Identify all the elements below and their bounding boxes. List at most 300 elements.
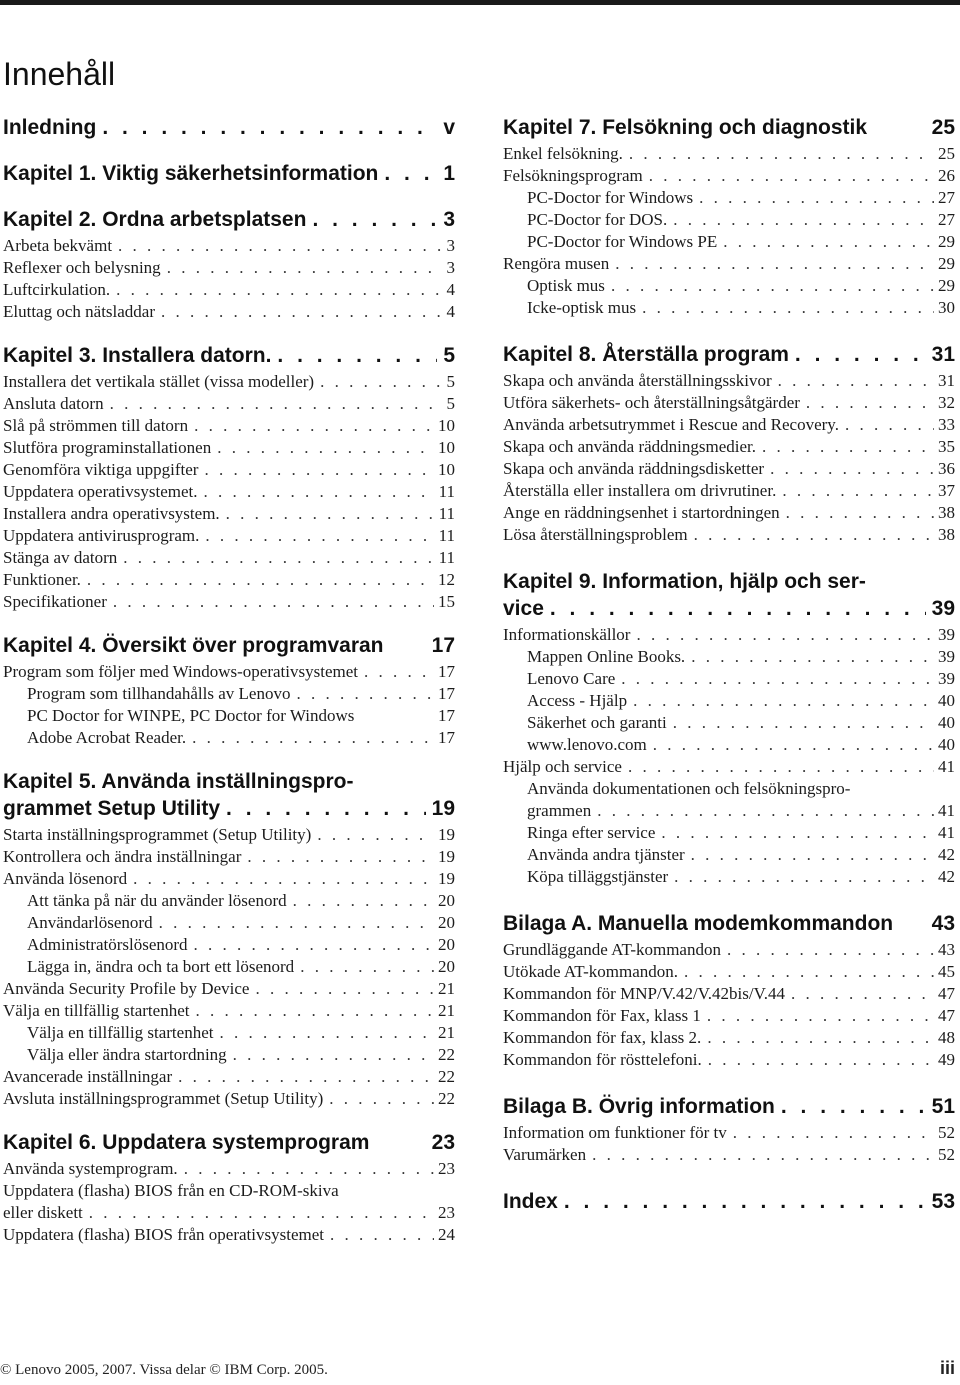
entry-title[interactable]: Varumärken xyxy=(503,1145,587,1164)
toc-subentry[interactable] xyxy=(503,734,955,756)
dot-leader xyxy=(378,160,437,187)
entry-page-number: 48 xyxy=(938,1028,955,1047)
toc-entry[interactable] xyxy=(3,1000,455,1022)
chapter-title[interactable]: Kapitel 4. Översikt över programvaran xyxy=(3,634,384,657)
chapter-title[interactable]: Kapitel 8. Återställa program xyxy=(503,343,789,366)
entry-page-number: 21 xyxy=(438,1023,455,1042)
entry-page-number: 40 xyxy=(938,691,955,710)
chapter-heading[interactable] xyxy=(3,206,455,233)
dot-leader xyxy=(701,1005,934,1027)
entry-title[interactable]: Installera andra operativsystem. xyxy=(3,504,220,523)
entry-page-number: 10 xyxy=(438,416,455,435)
entry-page-number: 11 xyxy=(438,526,455,545)
entry-title[interactable]: Använda systemprogram. xyxy=(3,1159,178,1178)
chapter-title[interactable]: Inledning xyxy=(3,116,97,139)
chapter-page-number: 43 xyxy=(931,912,955,935)
entry-page-number: 41 xyxy=(938,757,955,776)
entry-title[interactable]: Välja eller ändra startordning xyxy=(27,1045,227,1064)
toc-subentry[interactable] xyxy=(503,778,955,800)
toc-entry[interactable] xyxy=(3,481,455,503)
toc-entry[interactable] xyxy=(3,459,455,481)
chapter-page-number: 5 xyxy=(443,344,455,367)
dot-leader xyxy=(785,983,934,1005)
toc-subentry[interactable] xyxy=(3,912,455,934)
entry-title[interactable]: Mappen Online Books. xyxy=(527,647,686,666)
entry-title[interactable]: www.lenovo.com xyxy=(527,735,647,754)
dot-leader xyxy=(311,824,434,846)
toc-entry[interactable] xyxy=(503,756,955,778)
page-number: iii xyxy=(939,1358,955,1378)
entry-title[interactable]: Administratörslösenord xyxy=(27,935,188,954)
dot-leader xyxy=(605,275,934,297)
toc-entry[interactable] xyxy=(503,436,955,458)
toc-entry[interactable] xyxy=(3,978,455,1000)
entry-title[interactable]: Luftcirkulation. xyxy=(3,280,111,299)
entry-page-number: 27 xyxy=(938,210,955,229)
toc-section xyxy=(503,341,955,546)
entry-title[interactable]: Hjälp och service xyxy=(503,757,622,776)
entry-page-number: 45 xyxy=(938,962,955,981)
entry-title[interactable]: Specifikationer xyxy=(3,592,107,611)
chapter-page-number: 25 xyxy=(931,116,955,139)
top-rule xyxy=(0,0,960,5)
entry-title[interactable]: Lösa återställningsproblem xyxy=(503,525,688,544)
entry-page-number: 36 xyxy=(938,459,955,478)
dot-leader xyxy=(294,956,434,978)
entry-title[interactable]: Lenovo Care xyxy=(527,669,616,688)
toc-entry[interactable] xyxy=(3,235,455,257)
toc-entry[interactable] xyxy=(3,301,455,323)
toc-subentry[interactable] xyxy=(503,209,955,231)
chapter-heading-line[interactable]: Kapitel 5. Använda inställningspro- xyxy=(3,770,354,793)
entry-title[interactable]: Reflexer och belysning xyxy=(3,258,161,277)
chapter-page-number: 39 xyxy=(931,597,955,620)
entry-title[interactable]: grammen xyxy=(527,801,592,820)
dot-leader xyxy=(756,436,934,458)
toc-section xyxy=(3,768,455,1110)
toc-entry[interactable] xyxy=(3,661,455,683)
chapter-heading[interactable] xyxy=(3,1129,455,1156)
entry-title[interactable]: Genomföra viktiga uppgifter xyxy=(3,460,199,479)
chapter-heading[interactable] xyxy=(3,114,455,141)
dot-leader xyxy=(271,342,437,369)
dot-leader xyxy=(615,668,934,690)
toc-subentry[interactable] xyxy=(3,934,455,956)
entry-page-number: 17 xyxy=(438,706,455,725)
entry-title[interactable]: PC Doctor for WINPE, PC Doctor for Windows xyxy=(27,706,355,725)
entry-page-number: 30 xyxy=(938,298,955,317)
toc-section xyxy=(3,114,455,141)
toc-entry[interactable] xyxy=(503,480,955,502)
toc-subentry[interactable] xyxy=(503,231,955,253)
toc-subentry[interactable] xyxy=(3,705,455,727)
toc-subentry[interactable] xyxy=(503,822,955,844)
dot-leader xyxy=(198,459,434,481)
entry-title[interactable]: Installera det vertikala stället (vissa modeller) xyxy=(3,372,315,391)
entry-page-number: 42 xyxy=(938,867,955,886)
entry-title[interactable]: Kommandon för rösttelefoni. xyxy=(503,1050,702,1069)
entry-title[interactable]: Information om funktioner för tv xyxy=(503,1123,727,1142)
toc-subentry[interactable] xyxy=(3,956,455,978)
toc-entry[interactable] xyxy=(503,392,955,414)
entry-title[interactable]: Uppdatera (flasha) BIOS från operativsystemet xyxy=(3,1225,324,1244)
dot-leader xyxy=(161,257,443,279)
toc-entry[interactable] xyxy=(3,1224,455,1246)
dot-leader xyxy=(693,187,934,209)
entry-title[interactable]: Att tänka på när du använder lösenord xyxy=(27,891,287,910)
toc-entry[interactable] xyxy=(3,257,455,279)
toc-subentry[interactable] xyxy=(3,683,455,705)
toc-subentry[interactable] xyxy=(3,727,455,749)
copyright-notice: © Lenovo 2005, 2007. Vissa delar © IBM Corp. 2005. xyxy=(0,1362,328,1378)
entry-title[interactable]: Rengöra musen xyxy=(503,254,610,273)
dot-leader xyxy=(544,595,926,622)
entry-title[interactable]: Program som tillhandahålls av Lenovo xyxy=(27,684,291,703)
entry-page-number: 52 xyxy=(938,1123,955,1142)
chapter-title[interactable]: Kapitel 6. Uppdatera systemprogram xyxy=(3,1131,370,1154)
toc-section xyxy=(3,342,455,613)
entry-title[interactable]: Funktioner. xyxy=(3,570,81,589)
dot-leader xyxy=(323,1088,434,1110)
toc-entry[interactable] xyxy=(503,983,955,1005)
chapter-page-number: 53 xyxy=(931,1190,955,1213)
dot-leader xyxy=(643,165,934,187)
entry-page-number: 47 xyxy=(938,984,955,1003)
entry-title[interactable]: Använda andra tjänster xyxy=(527,845,685,864)
entry-title[interactable]: Köpa tilläggstjänster xyxy=(527,867,669,886)
toc-entry[interactable] xyxy=(503,502,955,524)
entry-title[interactable]: Skapa och använda återställningsskivor xyxy=(503,371,772,390)
chapter-heading[interactable] xyxy=(3,160,455,187)
chapter-heading[interactable] xyxy=(503,114,955,141)
dot-leader xyxy=(83,1202,434,1224)
toc-subentry[interactable] xyxy=(503,297,955,319)
chapter-heading[interactable] xyxy=(3,632,455,659)
toc-section xyxy=(503,910,955,1071)
toc-subentry[interactable] xyxy=(503,187,955,209)
dot-leader xyxy=(776,480,934,502)
entry-title[interactable]: Välja en tillfällig startenhet xyxy=(3,1001,190,1020)
entry-title[interactable]: Uppdatera (flasha) BIOS från en CD-ROM-skiva xyxy=(3,1181,339,1200)
entry-page-number: 23 xyxy=(438,1159,455,1178)
chapter-title[interactable]: Bilaga B. Övrig information xyxy=(503,1095,775,1118)
entry-title[interactable]: Använda arbetsutrymmet i Rescue and Recovery. xyxy=(503,415,839,434)
dot-leader xyxy=(701,1027,934,1049)
entry-title[interactable]: Ansluta datorn xyxy=(3,394,104,413)
entry-page-number: 29 xyxy=(938,232,955,251)
entry-title[interactable]: Optisk mus xyxy=(527,276,605,295)
entry-page-number: 31 xyxy=(938,371,955,390)
dot-leader xyxy=(155,301,442,323)
dot-leader xyxy=(668,866,934,888)
toc-entry[interactable] xyxy=(3,868,455,890)
chapter-heading[interactable] xyxy=(3,795,455,822)
dot-leader xyxy=(189,1000,434,1022)
entry-page-number: 11 xyxy=(438,548,455,567)
entry-title[interactable]: Kommandon för Fax, klass 1 xyxy=(503,1006,701,1025)
toc-entry[interactable] xyxy=(3,569,455,591)
dot-leader xyxy=(287,890,434,912)
entry-title[interactable]: eller diskett xyxy=(3,1203,83,1222)
entry-page-number: 22 xyxy=(438,1089,455,1108)
entry-page-number: 25 xyxy=(938,144,955,163)
entry-title[interactable]: Icke-optisk mus xyxy=(527,298,637,317)
toc-entry[interactable] xyxy=(503,1005,955,1027)
entry-page-number: 35 xyxy=(938,437,955,456)
dot-leader xyxy=(558,1188,926,1215)
chapter-title[interactable]: Kapitel 2. Ordna arbetsplatsen xyxy=(3,208,307,231)
entry-title[interactable]: Avsluta inställningsprogrammet (Setup Utility) xyxy=(3,1089,324,1108)
dot-leader xyxy=(717,231,934,253)
entry-page-number: 41 xyxy=(938,823,955,842)
entry-page-number: 40 xyxy=(938,713,955,732)
dot-leader xyxy=(220,503,435,525)
entry-title[interactable]: Avancerade inställningar xyxy=(3,1067,173,1086)
chapter-title[interactable]: Kapitel 7. Felsökning och diagnostik xyxy=(503,116,868,139)
toc-subentry[interactable] xyxy=(503,844,955,866)
chapter-heading[interactable] xyxy=(503,595,955,622)
entry-title[interactable]: Informationskällor xyxy=(503,625,631,644)
entry-page-number: 39 xyxy=(938,647,955,666)
entry-page-number: 17 xyxy=(438,662,455,681)
entry-page-number: 29 xyxy=(938,276,955,295)
dot-leader xyxy=(591,800,934,822)
dot-leader xyxy=(186,727,434,749)
toc-entry[interactable] xyxy=(3,415,455,437)
toc-entry[interactable] xyxy=(503,1144,955,1166)
entry-title[interactable]: Skapa och använda räddningsdisketter xyxy=(503,459,765,478)
chapter-page-number: 1 xyxy=(443,162,455,185)
toc-section xyxy=(3,206,455,323)
toc-entry[interactable] xyxy=(503,143,955,165)
toc-subentry[interactable] xyxy=(503,646,955,668)
dot-leader xyxy=(112,235,442,257)
toc-entry[interactable] xyxy=(3,1158,455,1180)
dot-leader xyxy=(688,524,934,546)
entry-title[interactable]: Stänga av datorn xyxy=(3,548,118,567)
toc-entry[interactable] xyxy=(503,414,955,436)
toc-subentry[interactable] xyxy=(3,890,455,912)
toc-section xyxy=(503,568,955,888)
chapter-title[interactable]: Index xyxy=(503,1190,558,1213)
toc-subentry[interactable] xyxy=(503,712,955,734)
dot-leader xyxy=(249,978,434,1000)
toc-entry[interactable] xyxy=(3,393,455,415)
dot-leader xyxy=(627,690,934,712)
chapter-page-number: 17 xyxy=(431,634,455,657)
chapter-heading-line[interactable]: Kapitel 9. Information, hjälp och ser- xyxy=(503,570,866,593)
chapter-heading[interactable] xyxy=(3,342,455,369)
entry-page-number: 20 xyxy=(438,957,455,976)
entry-page-number: 17 xyxy=(438,728,455,747)
toc-entry[interactable] xyxy=(503,458,955,480)
toc-subentry[interactable] xyxy=(503,668,955,690)
dot-leader xyxy=(622,756,934,778)
entry-page-number: 26 xyxy=(938,166,955,185)
entry-page-number: 39 xyxy=(938,625,955,644)
entry-page-number: 4 xyxy=(446,280,455,299)
toc-entry[interactable] xyxy=(3,1066,455,1088)
toc-subentry[interactable] xyxy=(503,275,955,297)
toc-entry[interactable] xyxy=(503,1122,955,1144)
entry-page-number: 38 xyxy=(938,503,955,522)
chapter-title[interactable]: Bilaga A. Manuella modemkommandon xyxy=(503,912,894,935)
dot-leader xyxy=(213,1022,434,1044)
chapter-title[interactable]: Kapitel 1. Viktig säkerhetsinformation xyxy=(3,162,379,185)
toc-entry[interactable] xyxy=(503,165,955,187)
entry-page-number: 32 xyxy=(938,393,955,412)
toc-entry[interactable] xyxy=(503,370,955,392)
toc-entry[interactable] xyxy=(3,525,455,547)
dot-leader xyxy=(290,683,434,705)
page-title: Innehåll xyxy=(3,56,116,92)
dot-leader xyxy=(667,209,934,231)
entry-title[interactable]: Adobe Acrobat Reader. xyxy=(27,728,187,747)
toc-entry[interactable] xyxy=(3,1088,455,1110)
entry-title[interactable]: Välja en tillfällig startenhet xyxy=(27,1023,214,1042)
dot-leader xyxy=(358,661,434,683)
entry-page-number: 17 xyxy=(438,684,455,703)
toc-entry[interactable] xyxy=(3,547,455,569)
toc-subentry[interactable] xyxy=(503,866,955,888)
entry-page-number: 39 xyxy=(938,669,955,688)
entry-title[interactable]: Lägga in, ändra och ta bort ett lösenord xyxy=(27,957,295,976)
entry-page-number: 10 xyxy=(438,460,455,479)
entry-title[interactable]: Utökade AT-kommandon. xyxy=(503,962,679,981)
chapter-title[interactable]: vice xyxy=(503,597,544,620)
toc-entry[interactable] xyxy=(3,846,455,868)
dot-leader xyxy=(647,734,934,756)
entry-title[interactable]: Säkerhet och garanti xyxy=(527,713,667,732)
toc-entry[interactable] xyxy=(503,939,955,961)
toc-entry[interactable] xyxy=(3,1202,455,1224)
entry-title[interactable]: Utföra säkerhets- och återställningsåtgärder xyxy=(503,393,800,412)
dot-leader xyxy=(241,846,434,868)
dot-leader xyxy=(772,370,934,392)
entry-title[interactable]: Felsökningsprogram xyxy=(503,166,643,185)
toc-entry[interactable] xyxy=(3,371,455,393)
entry-page-number: 42 xyxy=(938,845,955,864)
entry-title[interactable]: Arbeta bekvämt xyxy=(3,236,113,255)
entry-title[interactable]: Uppdatera antivirusprogram. xyxy=(3,526,200,545)
entry-title[interactable]: Slå på strömmen till datorn xyxy=(3,416,189,435)
chapter-heading[interactable] xyxy=(503,1093,955,1120)
entry-title[interactable]: Kommandon för MNP/V.42/V.42bis/V.44 xyxy=(503,984,785,1003)
entry-title[interactable]: Program som följer med Windows-operativsystemet xyxy=(3,662,358,681)
dot-leader xyxy=(678,961,934,983)
toc-entry[interactable] xyxy=(503,253,955,275)
dot-leader xyxy=(314,371,442,393)
dot-leader xyxy=(127,868,434,890)
dot-leader xyxy=(81,569,434,591)
entry-title[interactable]: Ringa efter service xyxy=(527,823,656,842)
toc-subentry[interactable] xyxy=(3,1044,455,1066)
dot-leader xyxy=(609,253,934,275)
dot-leader xyxy=(178,1158,434,1180)
entry-title[interactable]: Kommandon för fax, klass 2. xyxy=(503,1028,702,1047)
toc-entry[interactable] xyxy=(3,1180,455,1202)
entry-title[interactable]: Ange en räddningsenhet i startordningen xyxy=(503,503,780,522)
dot-leader xyxy=(655,822,934,844)
entry-title[interactable]: Använda Security Profile by Device xyxy=(3,979,250,998)
dot-leader xyxy=(630,624,934,646)
entry-page-number: 4 xyxy=(446,302,455,321)
entry-title[interactable]: Grundläggande AT-kommandon xyxy=(503,940,721,959)
chapter-title[interactable]: Kapitel 3. Installera datorn. xyxy=(3,344,272,367)
toc-entry[interactable] xyxy=(3,279,455,301)
entry-title[interactable]: Återställa eller installera om drivrutiner. xyxy=(503,481,777,500)
entry-page-number: 12 xyxy=(438,570,455,589)
toc-entry[interactable] xyxy=(503,1027,955,1049)
toc-entry[interactable] xyxy=(503,961,955,983)
dot-leader xyxy=(306,206,437,233)
dot-leader xyxy=(586,1144,934,1166)
entry-page-number: 47 xyxy=(938,1006,955,1025)
dot-leader xyxy=(775,1093,926,1120)
entry-title[interactable]: Använda lösenord xyxy=(3,869,128,888)
entry-title[interactable]: Starta inställningsprogrammet (Setup Utility) xyxy=(3,825,312,844)
entry-title[interactable]: Uppdatera operativsystemet. xyxy=(3,482,198,501)
entry-page-number: 5 xyxy=(446,372,455,391)
toc-subentry[interactable] xyxy=(503,800,955,822)
toc-entry[interactable] xyxy=(3,591,455,613)
toc-entry[interactable] xyxy=(503,524,955,546)
dot-leader xyxy=(789,341,926,368)
toc-entry[interactable] xyxy=(3,824,455,846)
entry-page-number: 3 xyxy=(446,236,455,255)
dot-leader xyxy=(188,934,434,956)
entry-page-number: 22 xyxy=(438,1067,455,1086)
dot-leader xyxy=(104,393,443,415)
entry-title[interactable]: Enkel felsökning. xyxy=(503,144,623,163)
toc-entry[interactable] xyxy=(503,624,955,646)
chapter-page-number: v xyxy=(443,116,455,139)
dot-leader xyxy=(780,502,934,524)
entry-title[interactable]: PC-Doctor for DOS. xyxy=(527,210,668,229)
chapter-heading[interactable] xyxy=(503,1188,955,1215)
dot-leader xyxy=(172,1066,434,1088)
entry-title[interactable]: Använda dokumentationen och felsökningspro- xyxy=(527,779,851,798)
chapter-title[interactable]: grammet Setup Utility xyxy=(3,797,221,820)
dot-leader xyxy=(117,547,434,569)
entry-title[interactable]: Slutföra programinstallationen xyxy=(3,438,212,457)
dot-leader xyxy=(110,279,442,301)
entry-page-number: 19 xyxy=(438,847,455,866)
chapter-heading[interactable] xyxy=(503,341,955,368)
entry-title[interactable]: Access - Hjälp xyxy=(527,691,628,710)
toc-section xyxy=(503,114,955,319)
entry-title[interactable]: Eluttag och nätsladdar xyxy=(3,302,156,321)
dot-leader xyxy=(324,1224,434,1246)
entry-title[interactable]: Kontrollera och ändra inställningar xyxy=(3,847,242,866)
dot-leader xyxy=(764,458,934,480)
toc-entry[interactable] xyxy=(3,503,455,525)
entry-title[interactable]: PC-Doctor for Windows xyxy=(527,188,694,207)
toc-subentry[interactable] xyxy=(3,1022,455,1044)
toc-entry[interactable] xyxy=(3,437,455,459)
dot-leader xyxy=(153,912,434,934)
entry-title[interactable]: Skapa och använda räddningsmedier. xyxy=(503,437,757,456)
toc-section xyxy=(3,632,455,749)
chapter-heading[interactable] xyxy=(503,910,955,937)
entry-title[interactable]: PC-Doctor for Windows PE xyxy=(527,232,718,251)
entry-page-number: 20 xyxy=(438,913,455,932)
entry-title[interactable]: Användarlösenord xyxy=(27,913,153,932)
toc-subentry[interactable] xyxy=(503,690,955,712)
entry-page-number: 19 xyxy=(438,869,455,888)
toc-entry[interactable] xyxy=(503,1049,955,1071)
entry-page-number: 23 xyxy=(438,1203,455,1222)
